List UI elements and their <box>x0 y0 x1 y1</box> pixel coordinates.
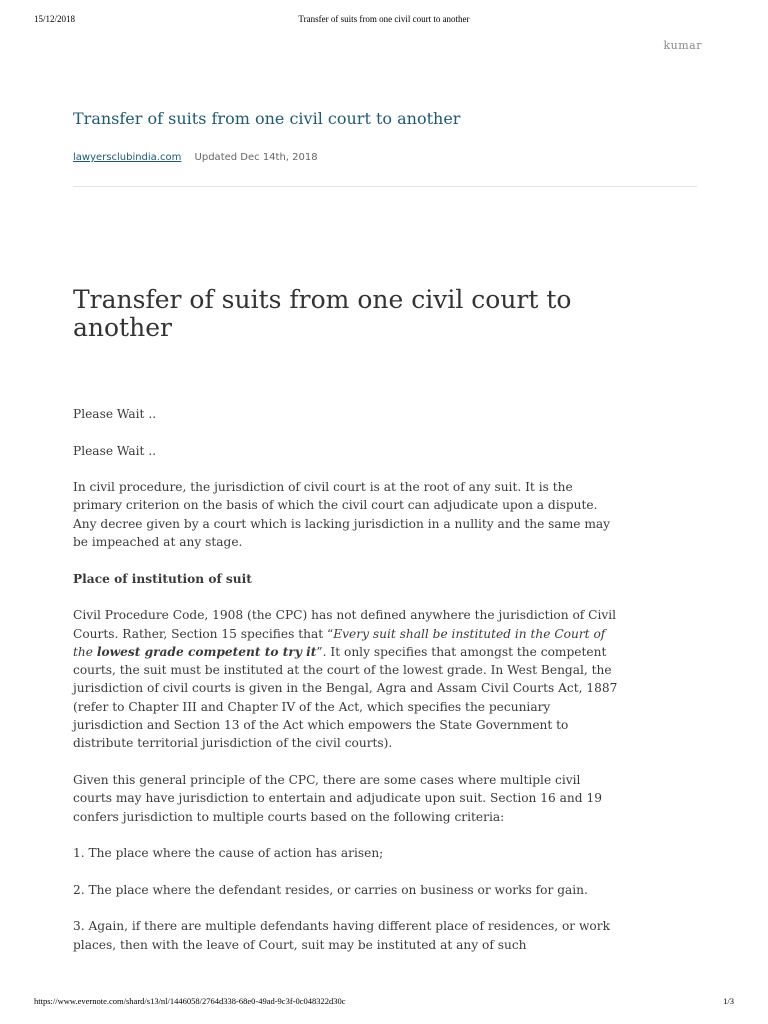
print-url: https://www.evernote.com/shard/s13/nl/1446058/2764d338-68e0-49ad-9c3f-0c048322d30c <box>34 996 346 1006</box>
please-wait-text: Please Wait .. <box>73 407 157 421</box>
general-paragraph: Given this general principle of the CPC, there are some cases where multiple civil courts may have jurisdiction to entertain and adjudicate upon suit. Section 16 and 19 confers jurisdiction to multiple courts based on the following criteria: <box>73 772 602 824</box>
print-date: 15/12/2018 <box>34 14 76 24</box>
print-footer <box>34 996 734 1008</box>
list-item: 3. Again, if there are multiple defendants having different place of residences, or work places, then with the leave of Court, suit may be instituted at any of such <box>73 919 610 952</box>
user-name[interactable]: kumar <box>663 39 702 52</box>
note-meta <box>73 152 318 163</box>
cpc-quote-bold: lowest grade competent to try it <box>96 644 317 659</box>
please-wait-text: Please Wait .. <box>73 443 157 458</box>
list-item: 2. The place where the defendant resides, or carries on business or works for gain. <box>73 882 588 897</box>
article-title: Transfer of suits from one civil court to another <box>73 285 572 342</box>
source-link[interactable]: lawyersclubindia.com <box>73 152 182 163</box>
cpc-text-b: ”. It only specifies that amongst the competent courts, the suit must be instituted at the court of the lowest grade. In West Bengal, the jurisdiction of civil courts is given in the Bengal, Agra and Assam Civil Courts Act, 1887 (refer to Chapter III and Chapter IV of the Act, which specifies the pecuniary jurisdiction and Section 13 of the Act which empowers the State Government to distribute territorial jurisdiction of the civil courts). <box>73 644 618 751</box>
list-item: 1. The place where the cause of action has arisen; <box>73 846 384 861</box>
note-title: Transfer of suits from one civil court to another <box>73 109 461 128</box>
page-number: 1/3 <box>723 996 734 1006</box>
divider <box>73 186 697 187</box>
cpc-paragraph <box>73 606 618 752</box>
article-body <box>73 405 618 972</box>
updated-date: Updated Dec 14th, 2018 <box>194 152 318 163</box>
cpc-text-a: Civil Procedure Code, 1908 (the CPC) has not defined anywhere the jurisdiction of Civil Courts. Rather, Section 15 specifies that “ <box>73 608 617 641</box>
section-heading: Place of institution of suit <box>73 571 252 586</box>
print-doc-title: Transfer of suits from one civil court to another <box>298 14 470 24</box>
cpc-quote: Every suit shall be instituted in the Court of the <box>73 626 606 659</box>
intro-paragraph: In civil procedure, the jurisdiction of civil court is at the root of any suit. It is the primary criterion on the basis of which the civil court can adjudicate upon a dispute. Any decree given by a court which is lacking jurisdiction in a nullity and the same may be impeached at any stage. <box>73 480 611 550</box>
print-header <box>34 14 734 26</box>
